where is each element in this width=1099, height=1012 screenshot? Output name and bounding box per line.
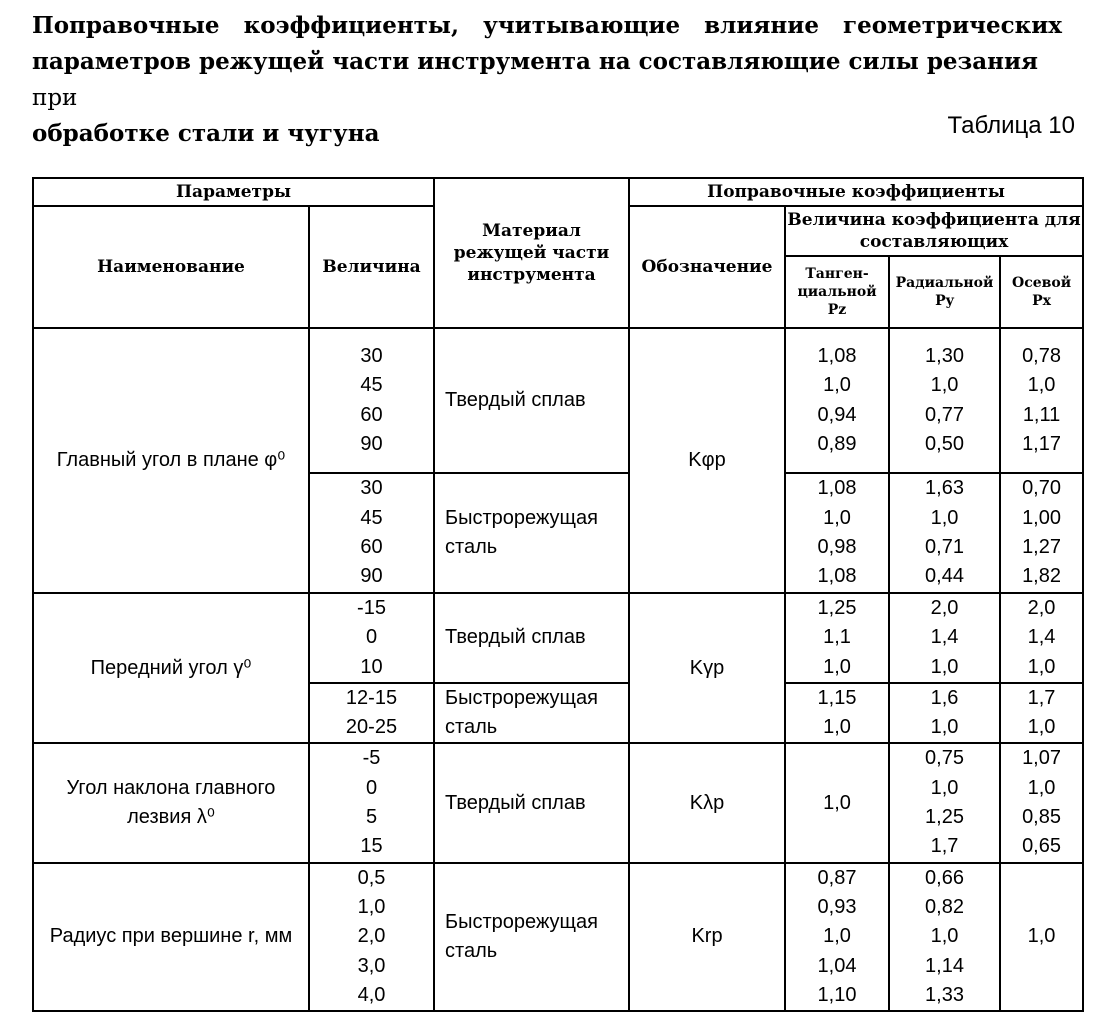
coef-cell: 1,30: [925, 344, 964, 367]
phi-hss-py: [889, 473, 1000, 593]
gamma-hardalloy-py: [889, 593, 1000, 683]
value-cell: 5: [365, 806, 378, 829]
coef-cell: 1,0: [823, 716, 851, 739]
lambda-values: [309, 743, 434, 862]
heading-line-2-tail: при: [32, 85, 78, 111]
value-cell: 0: [365, 776, 378, 799]
coef-cell: 1,08: [817, 565, 857, 588]
phi-hardalloy-row: [33, 328, 1083, 473]
radius-name: Радиус при вершине r, мм: [33, 863, 309, 1011]
coef-cell: 0,70: [1022, 477, 1061, 500]
gamma-hss-material: Быстрорежущая сталь: [434, 683, 629, 744]
coef-cell: 1,0: [823, 925, 851, 948]
header-tangential-label: Танген-циальной: [797, 266, 877, 300]
coef-cell: 1,07: [1022, 747, 1061, 770]
coef-cell: 1,08: [817, 477, 857, 500]
phi-hardalloy-px: [1000, 328, 1083, 473]
coef-cell: 1,27: [1022, 536, 1061, 558]
coefficients-table: [32, 177, 1084, 1012]
header-designation: Обозначение: [629, 206, 785, 328]
coef-cell: 0,77: [925, 403, 964, 426]
header-radial: [889, 256, 1000, 328]
coef-cell: 0,82: [925, 895, 964, 918]
coef-cell: 0,93: [817, 895, 857, 918]
phi-hss-px: [1000, 473, 1083, 593]
phi-hardalloy-values: [309, 328, 434, 473]
coef-cell: 1,0: [1027, 655, 1056, 678]
heading-line-3: обработке стали и чугуна: [32, 120, 380, 147]
value-cell: 90: [360, 432, 383, 455]
value-cell: 2,0: [357, 925, 386, 948]
value-cell: 45: [360, 506, 383, 529]
coef-cell: 0,66: [925, 866, 964, 889]
coef-cell: 1,0: [930, 655, 959, 678]
header-axial-symbol: Px: [1032, 293, 1051, 309]
coef-cell: 2,0: [930, 597, 959, 619]
coef-cell: 1,25: [925, 806, 964, 829]
value-cell: 1,0: [357, 895, 386, 918]
heading-line-1: Поправочные коэффициенты, учитывающие влияние геометрических: [32, 12, 1062, 39]
coef-cell: 1,0: [930, 506, 959, 529]
document-heading: [32, 8, 1062, 152]
coef-cell: 1,0: [1027, 716, 1056, 739]
coef-cell: 1,10: [817, 983, 857, 1006]
coef-cell: 1,82: [1022, 565, 1061, 588]
value-cell: 15: [360, 835, 383, 858]
lambda-px: [1000, 743, 1083, 862]
value-cell: 30: [360, 344, 383, 367]
coef-cell: 2,0: [1027, 597, 1056, 619]
lambda-py: [889, 743, 1000, 862]
coef-cell: 1,63: [925, 477, 964, 500]
header-axial: [1000, 256, 1083, 328]
gamma-hss-px: [1000, 683, 1083, 744]
value-cell: 0: [365, 626, 378, 649]
phi-hardalloy-py: [889, 328, 1000, 473]
coef-cell: 1,17: [1022, 432, 1061, 455]
value-cell: 20-25: [345, 716, 398, 739]
coef-cell: 1,6: [930, 686, 959, 709]
gamma-name: Передний угол γ⁰: [33, 593, 309, 743]
value-cell: -15: [357, 597, 386, 619]
value-cell: 4,0: [357, 983, 386, 1006]
phi-hss-material: Быстрорежущая сталь: [434, 473, 629, 593]
radius-values: [309, 863, 434, 1011]
value-cell: 60: [360, 403, 383, 426]
coef-cell: 1,04: [817, 954, 857, 977]
coef-cell: 1,00: [1022, 506, 1061, 529]
header-row-1: [33, 178, 1083, 206]
gamma-hss-py: [889, 683, 1000, 744]
header-tangential: [785, 256, 889, 328]
header-value: Величина: [309, 206, 434, 328]
coef-cell: 1,33: [925, 983, 964, 1006]
value-cell: 10: [360, 655, 383, 678]
coef-cell: 1,1: [823, 626, 851, 649]
value-cell: 3,0: [357, 954, 386, 977]
coef-cell: 0,75: [925, 747, 964, 770]
value-cell: 12-15: [345, 686, 398, 709]
coef-cell: 1,0: [930, 716, 959, 739]
gamma-hardalloy-px: [1000, 593, 1083, 683]
gamma-symbol: Kγp: [629, 593, 785, 743]
coef-cell: 1,0: [823, 506, 851, 529]
coef-cell: 1,7: [1027, 686, 1056, 709]
radius-row: [33, 863, 1083, 1011]
value-cell: 30: [360, 477, 383, 500]
coef-cell: 1,25: [817, 597, 857, 619]
coef-cell: 0,94: [817, 403, 857, 426]
coef-cell: 1,0: [823, 374, 851, 397]
coef-cell: 0,87: [817, 866, 857, 889]
header-axial-label: Осевой: [1012, 275, 1072, 291]
value-cell: 0,5: [357, 866, 386, 889]
coef-cell: 0,65: [1022, 835, 1061, 858]
radius-symbol: Krp: [629, 863, 785, 1011]
header-params: Параметры: [33, 178, 434, 206]
header-correction: Поправочные коэффициенты: [629, 178, 1083, 206]
radius-px: 1,0: [1000, 863, 1083, 1011]
gamma-hss-values: [309, 683, 434, 744]
phi-hss-pz: [785, 473, 889, 593]
lambda-name: Угол наклона главного лезвия λ⁰: [33, 743, 309, 862]
coef-cell: 1,0: [1027, 776, 1056, 799]
coef-cell: 0,50: [925, 432, 964, 455]
coef-cell: 1,0: [823, 655, 851, 678]
lambda-pz: 1,0: [785, 743, 889, 862]
phi-name: Главный угол в плане φ⁰: [33, 328, 309, 593]
coef-cell: 1,0: [930, 374, 959, 397]
coef-cell: 1,14: [925, 954, 964, 977]
lambda-row: [33, 743, 1083, 862]
coef-cell: 0,89: [817, 432, 857, 455]
coef-cell: 1,0: [930, 925, 959, 948]
coef-cell: 0,44: [925, 565, 964, 588]
radius-pz: [785, 863, 889, 1011]
coef-cell: 1,4: [1027, 626, 1056, 649]
value-cell: 90: [360, 565, 383, 588]
phi-hardalloy-pz: [785, 328, 889, 473]
gamma-hss-pz: [785, 683, 889, 744]
gamma-hardalloy-row: [33, 593, 1083, 683]
coef-cell: 1,08: [817, 344, 857, 367]
coef-cell: 1,4: [930, 626, 959, 649]
phi-hss-values: [309, 473, 434, 593]
coef-cell: 0,78: [1022, 344, 1061, 367]
coef-cell: 0,98: [817, 536, 857, 558]
header-name: Наименование: [33, 206, 309, 328]
header-material: Материал режущей части инструмента: [434, 178, 629, 328]
value-cell: 60: [360, 536, 383, 558]
coef-cell: 0,85: [1022, 806, 1061, 829]
coef-cell: 1,11: [1022, 403, 1061, 426]
header-radial-label: Радиальной: [895, 275, 994, 291]
coef-cell: 1,0: [930, 776, 959, 799]
coef-cell: 1,15: [817, 686, 857, 709]
radius-material: Быстрорежущая сталь: [434, 863, 629, 1011]
lambda-material: Твердый сплав: [434, 743, 629, 862]
lambda-symbol: Kλp: [629, 743, 785, 862]
value-cell: 45: [360, 374, 383, 397]
table-number: Таблица 10: [947, 112, 1075, 139]
coef-cell: 1,7: [930, 835, 959, 858]
header-tangential-symbol: Pz: [827, 302, 847, 318]
gamma-hardalloy-pz: [785, 593, 889, 683]
coef-cell: 0,71: [925, 536, 964, 558]
heading-line-2: [32, 44, 1062, 116]
phi-hardalloy-material: Твердый сплав: [434, 328, 629, 473]
heading-line-2-main: параметров режущей части инструмента на составляющие силы резания: [32, 48, 1039, 75]
gamma-hardalloy-material: Твердый сплав: [434, 593, 629, 683]
coef-cell: 1,0: [1027, 374, 1056, 397]
value-cell: -5: [362, 747, 381, 770]
header-radial-symbol: Py: [935, 293, 954, 309]
gamma-hardalloy-values: [309, 593, 434, 683]
phi-symbol: Kφp: [629, 328, 785, 593]
header-coef-value: Величина коэффициента для составляющих: [785, 206, 1083, 256]
radius-py: [889, 863, 1000, 1011]
